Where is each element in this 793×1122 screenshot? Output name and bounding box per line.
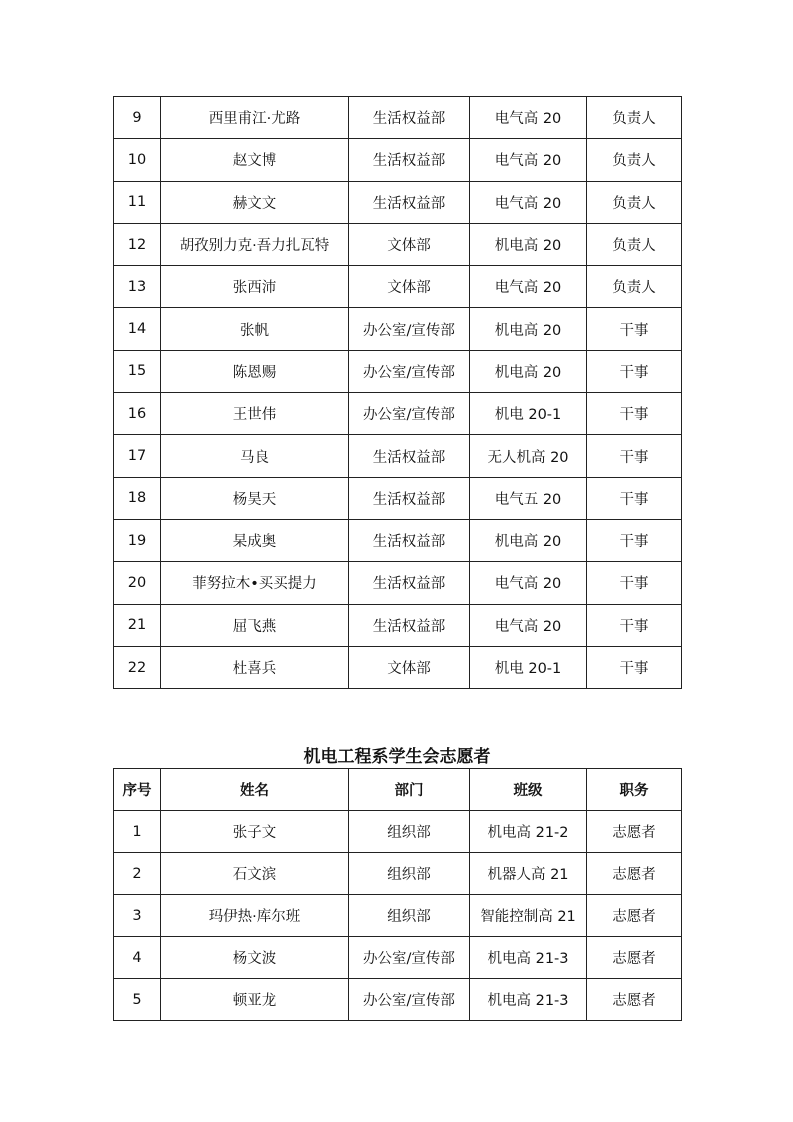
table-row	[114, 477, 682, 519]
cell-index: 9	[114, 97, 161, 139]
cell-class: 机电 20-1	[470, 646, 587, 688]
table-row	[114, 646, 682, 688]
cell-class: 电气五 20	[470, 477, 587, 519]
cell-class: 电气高 20	[470, 181, 587, 223]
cell-name: 顿亚龙	[161, 979, 349, 1021]
cell-department: 生活权益部	[349, 181, 470, 223]
cell-position: 负责人	[587, 266, 682, 308]
cell-class: 电气高 20	[470, 139, 587, 181]
volunteer-table-title: 机电工程系学生会志愿者	[303, 747, 491, 767]
volunteer-table-body	[114, 811, 682, 1021]
cell-name: 张帆	[161, 308, 349, 350]
cell-name: 杲成奥	[161, 519, 349, 561]
table-row	[114, 393, 682, 435]
cell-index: 14	[114, 308, 161, 350]
table-row	[114, 223, 682, 265]
cell-position: 志愿者	[587, 979, 682, 1021]
cell-name: 石文滨	[161, 853, 349, 895]
cell-department: 生活权益部	[349, 477, 470, 519]
cell-index: 18	[114, 477, 161, 519]
header-name: 姓名	[161, 769, 349, 811]
cell-position: 干事	[587, 435, 682, 477]
cell-position: 干事	[587, 646, 682, 688]
cell-class: 机电高 21-3	[470, 937, 587, 979]
cell-index: 13	[114, 266, 161, 308]
cell-department: 文体部	[349, 223, 470, 265]
cell-position: 干事	[587, 519, 682, 561]
cell-department: 生活权益部	[349, 435, 470, 477]
cell-department: 文体部	[349, 266, 470, 308]
cell-name: 杜喜兵	[161, 646, 349, 688]
table-row	[114, 266, 682, 308]
cell-class: 机电高 20	[470, 308, 587, 350]
header-index: 序号	[114, 769, 161, 811]
cell-index: 19	[114, 519, 161, 561]
member-table-continued	[113, 96, 682, 689]
cell-index: 4	[114, 937, 161, 979]
table-row	[114, 853, 682, 895]
table-row	[114, 937, 682, 979]
cell-index: 11	[114, 181, 161, 223]
cell-name: 玛伊热·库尔班	[161, 895, 349, 937]
cell-name: 马良	[161, 435, 349, 477]
cell-name: 陈恩赐	[161, 350, 349, 392]
cell-index: 2	[114, 853, 161, 895]
cell-index: 21	[114, 604, 161, 646]
cell-department: 文体部	[349, 646, 470, 688]
cell-department: 组织部	[349, 853, 470, 895]
volunteer-table	[113, 768, 682, 1021]
table-row	[114, 435, 682, 477]
cell-index: 10	[114, 139, 161, 181]
cell-class: 机电高 20	[470, 223, 587, 265]
header-class: 班级	[470, 769, 587, 811]
cell-department: 生活权益部	[349, 604, 470, 646]
cell-position: 志愿者	[587, 853, 682, 895]
cell-class: 智能控制高 21	[470, 895, 587, 937]
table-row	[114, 604, 682, 646]
cell-class: 无人机高 20	[470, 435, 587, 477]
cell-name: 菲努拉木•买买提力	[161, 562, 349, 604]
member-table-body	[114, 97, 682, 689]
cell-index: 15	[114, 350, 161, 392]
cell-class: 电气高 20	[470, 562, 587, 604]
cell-name: 西里甫江·尤路	[161, 97, 349, 139]
header-department: 部门	[349, 769, 470, 811]
cell-class: 电气高 20	[470, 266, 587, 308]
table-row	[114, 308, 682, 350]
table-row	[114, 519, 682, 561]
cell-department: 办公室/宣传部	[349, 979, 470, 1021]
cell-index: 12	[114, 223, 161, 265]
cell-index: 17	[114, 435, 161, 477]
table-row	[114, 97, 682, 139]
table-row	[114, 979, 682, 1021]
table-row	[114, 562, 682, 604]
cell-name: 胡孜别力克·吾力扎瓦特	[161, 223, 349, 265]
table-row	[114, 895, 682, 937]
cell-index: 5	[114, 979, 161, 1021]
cell-department: 生活权益部	[349, 519, 470, 561]
cell-position: 干事	[587, 350, 682, 392]
cell-department: 办公室/宣传部	[349, 937, 470, 979]
cell-class: 机电 20-1	[470, 393, 587, 435]
cell-department: 组织部	[349, 895, 470, 937]
cell-department: 办公室/宣传部	[349, 308, 470, 350]
cell-position: 负责人	[587, 139, 682, 181]
cell-index: 1	[114, 811, 161, 853]
cell-position: 干事	[587, 604, 682, 646]
cell-position: 干事	[587, 477, 682, 519]
cell-department: 生活权益部	[349, 139, 470, 181]
volunteer-table-header-row	[114, 769, 682, 811]
cell-name: 张子文	[161, 811, 349, 853]
cell-name: 王世伟	[161, 393, 349, 435]
cell-index: 20	[114, 562, 161, 604]
cell-position: 志愿者	[587, 895, 682, 937]
cell-name: 赫文文	[161, 181, 349, 223]
cell-class: 机电高 21-2	[470, 811, 587, 853]
cell-class: 电气高 20	[470, 604, 587, 646]
cell-department: 办公室/宣传部	[349, 393, 470, 435]
cell-class: 电气高 20	[470, 97, 587, 139]
cell-department: 生活权益部	[349, 562, 470, 604]
cell-name: 张西沛	[161, 266, 349, 308]
cell-index: 22	[114, 646, 161, 688]
table-row	[114, 811, 682, 853]
cell-department: 生活权益部	[349, 97, 470, 139]
cell-class: 机电高 20	[470, 350, 587, 392]
cell-class: 机器人高 21	[470, 853, 587, 895]
cell-position: 干事	[587, 562, 682, 604]
table-row	[114, 181, 682, 223]
cell-index: 16	[114, 393, 161, 435]
table-row	[114, 139, 682, 181]
cell-name: 屈飞燕	[161, 604, 349, 646]
cell-department: 办公室/宣传部	[349, 350, 470, 392]
cell-position: 负责人	[587, 223, 682, 265]
cell-name: 杨昊天	[161, 477, 349, 519]
table-row	[114, 350, 682, 392]
cell-position: 负责人	[587, 181, 682, 223]
cell-name: 赵文博	[161, 139, 349, 181]
header-position: 职务	[587, 769, 682, 811]
cell-department: 组织部	[349, 811, 470, 853]
cell-position: 干事	[587, 308, 682, 350]
cell-name: 杨文波	[161, 937, 349, 979]
cell-position: 志愿者	[587, 937, 682, 979]
cell-position: 负责人	[587, 97, 682, 139]
cell-position: 志愿者	[587, 811, 682, 853]
cell-position: 干事	[587, 393, 682, 435]
cell-index: 3	[114, 895, 161, 937]
cell-class: 机电高 20	[470, 519, 587, 561]
cell-class: 机电高 21-3	[470, 979, 587, 1021]
